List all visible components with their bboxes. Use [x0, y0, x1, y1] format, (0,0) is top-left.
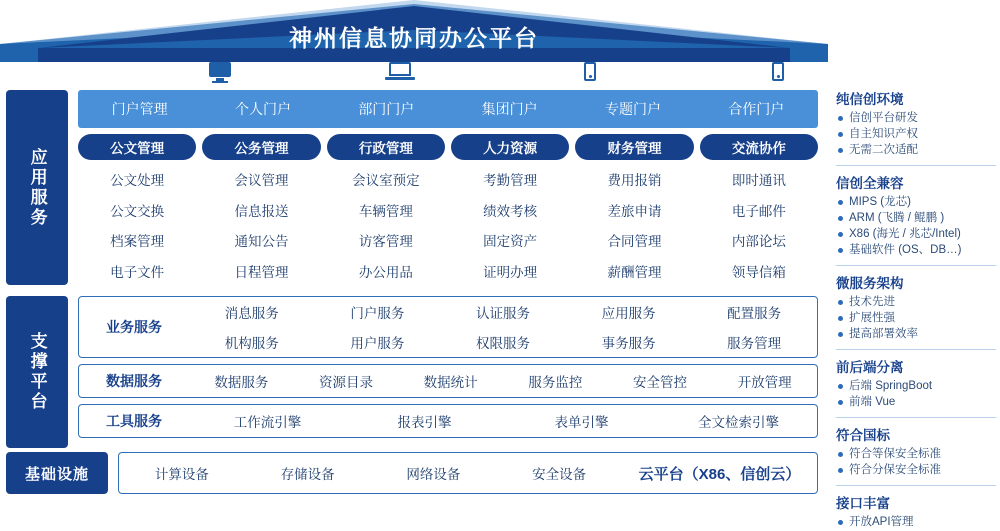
infrastructure-cell[interactable]: 网络设备: [406, 467, 461, 482]
feature-section: [836, 424, 996, 478]
feature-title: 符合国标: [836, 428, 890, 443]
feature-title: 微服务架构: [836, 276, 904, 291]
portal-cell[interactable]: 集团门户: [481, 101, 538, 117]
feature-title: 纯信创环境: [836, 92, 904, 107]
module-item[interactable]: 内部论坛: [731, 234, 786, 250]
rail-application-label: 应用服务: [27, 147, 47, 228]
module-item[interactable]: 固定资产: [483, 234, 538, 250]
support-row-data: [78, 364, 818, 398]
support-row-tools: [78, 404, 818, 438]
support-cell[interactable]: 资源目录: [319, 375, 373, 390]
portal-cell[interactable]: 门户管理: [111, 101, 168, 117]
support-cell[interactable]: 消息服务: [224, 306, 279, 321]
support-line: [189, 327, 817, 357]
divider: [836, 265, 996, 266]
divider: [836, 485, 996, 486]
support-line: [189, 297, 817, 327]
feature-section: [836, 272, 996, 342]
divider: [836, 417, 996, 418]
support-cell[interactable]: 开放管理: [737, 375, 792, 390]
rail-support-platform: [6, 296, 68, 448]
platform-banner: [0, 0, 828, 62]
support-cell[interactable]: 工作流引擎: [233, 415, 302, 430]
feature-section: [836, 356, 996, 410]
module-column: [202, 134, 320, 286]
support-cell[interactable]: 认证服务: [475, 306, 530, 321]
application-services-block: [78, 90, 818, 286]
monitor-icon: [200, 62, 240, 83]
feature-item: 符合分保安全标准: [836, 463, 996, 478]
support-row-cells: [189, 297, 817, 357]
module-item[interactable]: 车辆管理: [358, 203, 413, 219]
support-row-cells: [189, 405, 817, 437]
support-cell[interactable]: 服务监控: [528, 375, 583, 390]
module-header[interactable]: 交流协作: [700, 134, 818, 160]
module-header[interactable]: 行政管理: [327, 134, 445, 160]
module-item[interactable]: 差旅申请: [607, 203, 662, 219]
support-cell[interactable]: 权限服务: [475, 336, 530, 351]
module-item[interactable]: 薪酬管理: [607, 264, 662, 280]
feature-item: 符合等保安全标准: [836, 447, 996, 462]
module-item[interactable]: 证明办理: [483, 264, 538, 280]
support-cell[interactable]: 数据统计: [423, 375, 478, 390]
support-cell[interactable]: 配置服务: [727, 306, 782, 321]
feature-item: 自主知识产权: [836, 127, 996, 142]
infrastructure-block: [118, 452, 818, 494]
infrastructure-cell-cloud[interactable]: 云平台（X86、信创云）: [638, 465, 801, 483]
feature-item: MIPS (龙芯): [836, 195, 996, 210]
feature-item: 基础软件 (OS、DB…): [836, 243, 996, 258]
feature-section: [836, 88, 996, 158]
module-column: [575, 134, 693, 286]
module-item[interactable]: 通知公告: [234, 234, 289, 250]
infrastructure-cell[interactable]: 安全设备: [532, 467, 587, 482]
support-platform-block: [78, 296, 818, 448]
feature-section: [836, 172, 996, 258]
feature-item: 无需二次适配: [836, 143, 996, 158]
portal-cell[interactable]: 部门门户: [358, 101, 415, 117]
phone-icon: [758, 62, 798, 81]
module-item[interactable]: 电子文件: [110, 264, 165, 280]
feature-item: 开放API管理: [836, 515, 996, 530]
feature-item: 前端 Vue: [836, 395, 996, 410]
module-item[interactable]: 访客管理: [358, 234, 413, 250]
phone-icon: [570, 62, 610, 81]
support-cell[interactable]: 报表引擎: [397, 415, 452, 430]
feature-title: 接口丰富: [836, 496, 890, 511]
feature-item: 提高部署效率: [836, 327, 996, 342]
module-item[interactable]: 费用报销: [607, 173, 662, 189]
feature-section: [836, 492, 996, 530]
module-header[interactable]: 公务管理: [202, 134, 320, 160]
module-column: [327, 134, 445, 286]
module-header[interactable]: 公文管理: [78, 134, 196, 160]
support-row-label: 数据服务: [106, 373, 162, 389]
portal-cell[interactable]: 个人门户: [234, 101, 291, 117]
divider: [836, 165, 996, 166]
feature-item: ARM (飞腾 / 鲲鹏 ): [836, 211, 996, 226]
infrastructure-cell[interactable]: 存储设备: [280, 467, 335, 482]
portal-cell[interactable]: 合作门户: [728, 101, 785, 117]
feature-item: 技术先进: [836, 295, 996, 310]
support-row-business: [78, 296, 818, 358]
module-header[interactable]: 财务管理: [575, 134, 693, 160]
laptop-icon: [380, 62, 420, 80]
module-item[interactable]: 信息报送: [234, 203, 289, 219]
module-item[interactable]: 考勤管理: [483, 173, 538, 189]
module-item[interactable]: 公文交换: [110, 203, 165, 219]
support-cell[interactable]: 门户服务: [350, 306, 405, 321]
rail-application-services: [6, 90, 68, 285]
application-modules-grid: [78, 134, 818, 286]
feature-item: 后端 SpringBoot: [836, 379, 996, 394]
support-cell[interactable]: 用户服务: [350, 336, 405, 351]
support-cell[interactable]: 事务服务: [601, 336, 656, 351]
feature-item: 信创平台研发: [836, 111, 996, 126]
support-row-label: 工具服务: [106, 413, 162, 429]
module-item[interactable]: 电子邮件: [731, 203, 786, 219]
rail-infrastructure-label: 基础设施: [24, 465, 89, 483]
support-row-cells: [189, 365, 817, 397]
module-item[interactable]: 即时通讯: [731, 173, 786, 189]
module-column: [78, 134, 196, 286]
support-cell[interactable]: 全文检索引擎: [698, 415, 779, 430]
module-column: [700, 134, 818, 286]
module-item[interactable]: 日程管理: [234, 264, 289, 280]
module-item[interactable]: 领导信箱: [731, 264, 786, 280]
support-cell[interactable]: 机构服务: [224, 336, 279, 351]
support-line: [189, 365, 817, 397]
divider: [836, 349, 996, 350]
support-cell[interactable]: 安全管控: [633, 375, 688, 390]
feature-item: 扩展性强: [836, 311, 996, 326]
portal-bar: [78, 90, 818, 128]
support-row-label: 业务服务: [106, 319, 162, 335]
module-item[interactable]: 会议室预定: [352, 173, 420, 189]
module-item[interactable]: 办公用品: [358, 264, 413, 280]
feature-item: X86 (海光 / 兆芯/Intel): [836, 227, 996, 242]
support-cell[interactable]: 表单引擎: [554, 415, 609, 430]
feature-title: 信创全兼容: [836, 176, 904, 191]
support-cell[interactable]: 服务管理: [727, 336, 782, 351]
feature-title: 前后端分离: [836, 360, 904, 375]
portal-cell[interactable]: 专题门户: [604, 101, 661, 117]
module-item[interactable]: 档案管理: [110, 234, 165, 250]
module-item[interactable]: 公文处理: [110, 173, 165, 189]
support-cell[interactable]: 数据服务: [214, 375, 269, 390]
support-line: [189, 405, 817, 437]
page-title: 神州信息协同办公平台: [289, 25, 539, 51]
module-item[interactable]: 会议管理: [234, 173, 289, 189]
module-item[interactable]: 绩效考核: [483, 203, 538, 219]
module-item[interactable]: 合同管理: [607, 234, 662, 250]
rail-support-label: 支撑平台: [27, 332, 47, 412]
module-header[interactable]: 人力资源: [451, 134, 569, 160]
feature-sidebar: [836, 88, 996, 531]
device-icon-row: [78, 62, 818, 90]
module-column: [451, 134, 569, 286]
infrastructure-cell[interactable]: 计算设备: [154, 467, 209, 482]
rail-infrastructure: [6, 452, 108, 494]
support-cell[interactable]: 应用服务: [601, 306, 656, 321]
